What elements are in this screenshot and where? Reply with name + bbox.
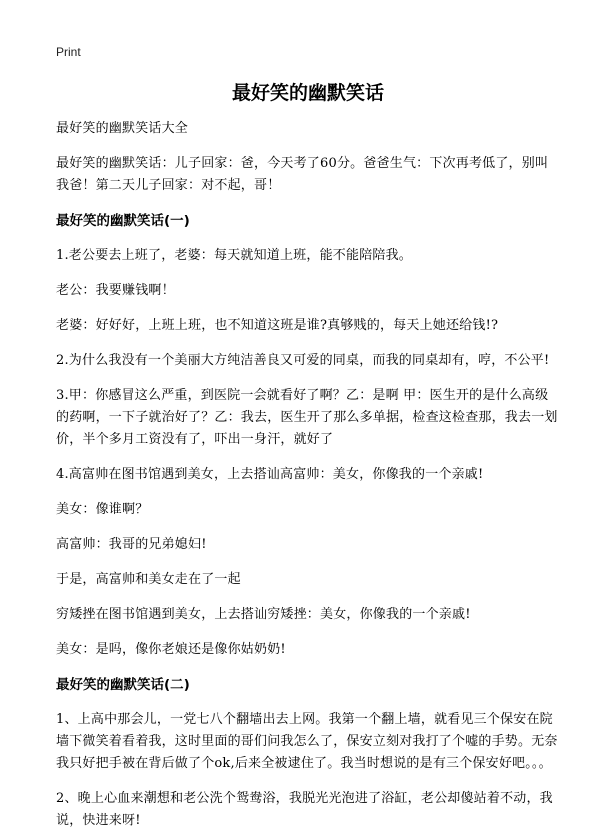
section-heading-2: 最好笑的幽默笑话(二) [56, 677, 190, 693]
intro-paragraph: 最好笑的幽默笑话：儿子回家：爸，今天考了60分。爸爸生气：下次再考低了，别叫我爸！第二天儿子回家：对不起，哥！ [56, 156, 549, 193]
paragraph: 3.甲：你感冒这么严重，到医院一会就看好了啊？乙：是啊 甲：医生开的是什么高级的药啊，一下子就治好了？乙：我去，医生开了那么多单据，检查这检查那，我去一划价，半个多月工资没有了，吓出一身汗，就好了 [56, 388, 558, 447]
paragraph: 高富帅：我哥的兄弟媳妇! [56, 537, 207, 552]
paragraph: 1.老公要去上班了，老婆：每天就知道上班，能不能陪陪我。 [56, 248, 413, 263]
paragraph: 2、晚上心血来潮想和老公洗个鸳鸯浴，我脱光光泡进了浴缸，老公却傻站着不动，我说，快进来呀! [56, 791, 553, 828]
section-heading-1: 最好笑的幽默笑话(一) [56, 213, 190, 229]
subtitle: 最好笑的幽默笑话大全 [56, 121, 189, 136]
paragraph: 老婆：好好好，上班上班，也不知道这班是谁?真够贱的，每天上她还给钱!? [56, 318, 499, 333]
print-label[interactable]: Print [56, 45, 81, 59]
paragraph: 穷矮挫在图书馆遇到美女，上去搭讪穷矮挫：美女，你像我的一个亲戚! [56, 607, 471, 622]
paragraph: 于是，高富帅和美女走在了一起 [56, 572, 241, 587]
paragraph: 2.为什么我没有一个美丽大方纯洁善良又可爱的同桌，而我的同桌却有，哼，不公平! [56, 353, 550, 368]
page-title: 最好笑的幽默笑话 [231, 82, 384, 104]
paragraph: 4.高富帅在图书馆遇到美女，上去搭讪高富帅：美女，你像我的一个亲戚! [56, 467, 484, 482]
paragraph: 美女：是吗，像你老娘还是像你姑奶奶! [56, 642, 286, 657]
paragraph: 美女：像谁啊？ [56, 502, 149, 517]
paragraph: 1、上高中那会儿，一党七八个翻墙出去上网。我第一个翻上墙，就看见三个保安在院墙下微笑着看着我，这时里面的哥们问我怎么了，保安立刻对我打了个嘘的手势。无奈我只好把手被在背后做了个ok,后来全被逮住了。我当时想说的是有三个保安好吧。。。 [56, 712, 558, 771]
paragraph: 老公：我要赚钱啊！ [56, 283, 175, 298]
